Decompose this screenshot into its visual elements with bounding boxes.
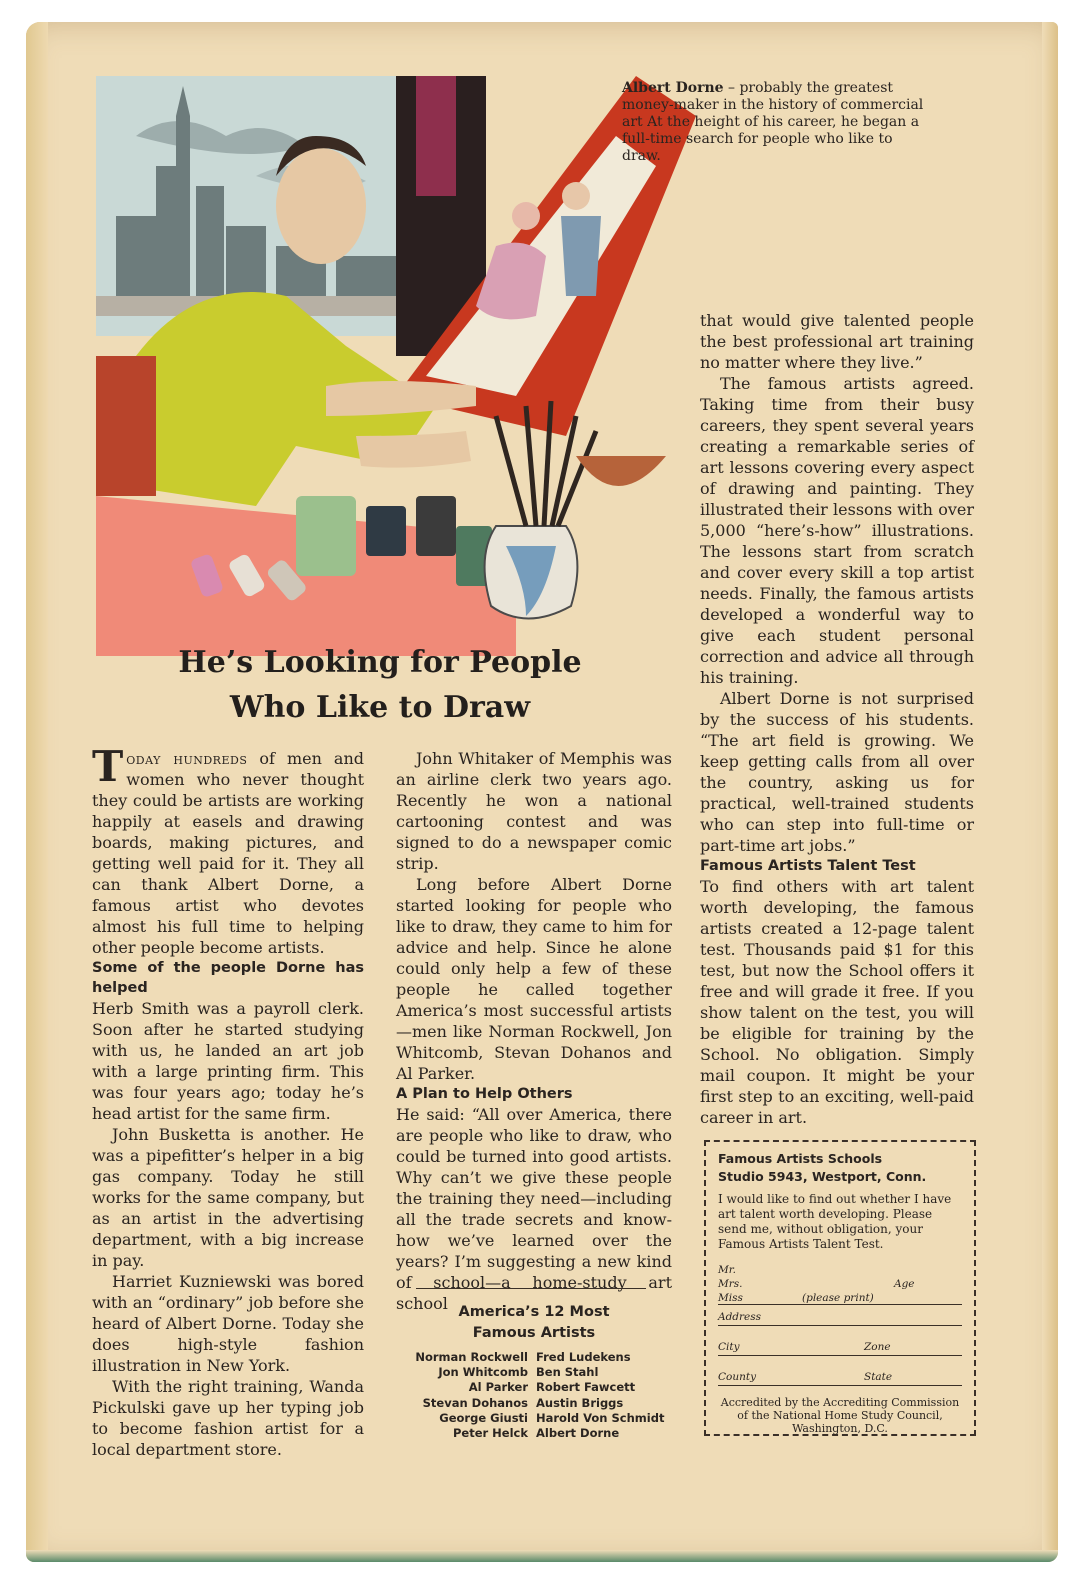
county-state-field[interactable]: [718, 1358, 962, 1386]
artist-name: Al Parker: [468, 1380, 528, 1395]
caption-name: Albert Dorne: [622, 80, 724, 96]
list-item: [392, 1426, 692, 1441]
artists-list-title-line-1: America’s 12 Most: [458, 1304, 610, 1320]
list-item: [392, 1396, 692, 1411]
county-label: County: [718, 1371, 757, 1383]
paragraph: With the right training, Wanda Pickulski gave up her typing job to become fashion artist for a local department store.: [92, 1377, 364, 1459]
artist-forearm: [356, 431, 471, 468]
drop-cap: T: [92, 742, 124, 791]
divider-rule: [416, 1288, 646, 1289]
coupon-fields: [718, 1260, 962, 1386]
artist-name: Ben Stahl: [536, 1365, 599, 1380]
list-item: [392, 1365, 692, 1380]
list-item: [392, 1350, 692, 1365]
subheading: Famous Artists Talent Test: [700, 858, 916, 874]
mr-label: Mr.: [718, 1264, 736, 1276]
artist-name: Austin Briggs: [536, 1395, 624, 1410]
artist-illustration: [96, 56, 696, 656]
paragraph: Harriet Kuzniewski was bored with an “ordinary” job before she heard of Albert Dorne. Today she does high-style fashion illustration in New York.: [92, 1272, 364, 1375]
paragraph: John Busketta is another. He was a pipefitter’s helper in a big gas company. Today he still works for the same company, but as an artist in the advertising department, with a big increase in pay.: [92, 1125, 364, 1270]
artists-list: [392, 1350, 692, 1441]
name-field[interactable]: [718, 1260, 962, 1305]
chair: [96, 356, 156, 496]
address-field[interactable]: [718, 1307, 962, 1326]
page-spine: [26, 22, 48, 1562]
paragraph: He said: “All over America, there are people who like to draw, who could be turned into good artists. Why can’t we give these people the training they need—including all the trade secrets and know-how we’ve learned over the years? I’m suggesting a new kind of school—a home-study art school: [396, 1105, 672, 1313]
list-item: [392, 1411, 692, 1426]
zone-label: Zone: [864, 1341, 891, 1353]
subheading: Some of the people Dorne has helped: [92, 960, 364, 996]
paragraph: Herb Smith was a payroll clerk. Soon after he started studying with us, he landed an art job with a large printing firm. This was four years ago; today he’s head artist for the same firm.: [92, 999, 364, 1123]
coupon-title: Famous Artists Schools: [718, 1151, 883, 1166]
paragraph: that would give talented people the best professional art training no matter where they live.”: [700, 311, 974, 372]
artists-list-title: [396, 1302, 672, 1344]
paragraph: The famous artists agreed. Taking time from their busy careers, they spent several years creating a remarkable series of art lessons covering every aspect of drawing and painting. They illustrated their lessons with over 5,000 “here’s-how” illustrations. The lessons start from scratch and cover every skill a top artist needs. Finally, the famous artists developed a wonderful way to give each student personal correction and advice all through his training.: [700, 374, 974, 687]
artists-list-title-line-2: Famous Artists: [472, 1325, 596, 1341]
lead-in: oday hundreds: [126, 749, 248, 768]
curtain-accent: [416, 76, 456, 196]
list-item: [392, 1380, 692, 1395]
accreditation-note: Accredited by the Accrediting Commission of the National Home Study Council, Washington, D.C.: [720, 1396, 960, 1435]
coupon-address: Studio 5943, Westport, Conn.: [718, 1169, 927, 1184]
artist-name: Robert Fawcett: [536, 1380, 636, 1395]
headline-line-2: Who Like to Draw: [229, 690, 531, 725]
paragraph: [92, 742, 364, 958]
paragraph: To find others with art talent worth developing, the famous artists created a 12-page talent test. Thousands paid $1 for this test, but now the School offers it free and will grade it free. If you show talent on the test, you will be eligible for training by the School. No obligation. Simply mail coupon. It might be your first step to an exciting, well-paid career in art.: [700, 877, 974, 1127]
sketch-man-head: [562, 182, 590, 210]
artist-name: Jon Whitcomb: [438, 1365, 528, 1380]
please-print-label: (please print): [802, 1292, 874, 1304]
paragraph: Albert Dorne is not surprised by the success of his students. “The art field is growing. We keep getting calls from all over the country, asking us for practical, well-trained students who can step into full-time or part-time art jobs.”: [700, 689, 974, 855]
state-label: State: [864, 1371, 893, 1383]
city-zone-field[interactable]: [718, 1328, 962, 1356]
paragraph: Long before Albert Dorne started looking for people who like to draw, they came to him for advice and help. Since he alone could only help a few of these people he called together America’s most successful artists —men like Norman Rockwell, Jon Whitcomb, Stevan Dohanos and Al Parker.: [396, 875, 672, 1083]
paragraph-text: of men and women who never thought they could be artists are working happily at easels and drawing boards, making pictures, and getting well paid for it. They all can thank Albert Dorne, a famous artist who devotes almost his full time to helping other people become artists.: [92, 749, 364, 957]
address-label: Address: [718, 1311, 762, 1323]
artist-head: [276, 148, 366, 264]
age-label: Age: [894, 1278, 915, 1290]
artist-name: Albert Dorne: [536, 1426, 620, 1441]
article-column-3: [700, 310, 974, 1128]
artist-arm: [326, 381, 476, 416]
headline: [100, 640, 660, 730]
artist-name: Fred Ludekens: [536, 1350, 631, 1364]
city-label: City: [718, 1341, 740, 1353]
mrs-label: Mrs.: [718, 1278, 743, 1290]
subheading: A Plan to Help Others: [396, 1086, 573, 1102]
article-column-2: [396, 748, 672, 1314]
sketch-woman-dress: [476, 243, 546, 320]
bowl: [576, 456, 666, 486]
sketch-man-body: [561, 216, 601, 296]
sketch-woman-head: [512, 202, 540, 230]
artist-name: Stevan Dohanos: [422, 1395, 528, 1410]
artist-name: Norman Rockwell: [415, 1350, 528, 1364]
artist-name: Peter Helck: [452, 1426, 528, 1441]
article-column-1: [92, 742, 364, 1460]
headline-line-1: He’s Looking for People: [178, 645, 582, 680]
artist-name: Harold Von Schmidt: [536, 1410, 665, 1425]
caption-text: – probably the greatest money-maker in the history of commercial art At the height of his career, he began a full-time search for people who like to draw.: [622, 80, 924, 164]
paragraph: John Whitaker of Memphis was an airline clerk two years ago. Recently he won a national cartooning contest and was signed to do a newspaper comic strip.: [396, 749, 672, 873]
artist-name: George Giusti: [439, 1410, 528, 1425]
page-bottom-edge: [26, 1550, 1058, 1562]
miss-label: Miss: [718, 1292, 743, 1304]
mail-coupon[interactable]: [704, 1140, 976, 1436]
illustration-caption: [622, 80, 932, 165]
page-right-edge: [1042, 22, 1058, 1562]
coupon-body: I would like to find out whether I have art talent worth developing. Please send me, without obligation, your Famous Artists Talent Test.: [718, 1192, 952, 1251]
